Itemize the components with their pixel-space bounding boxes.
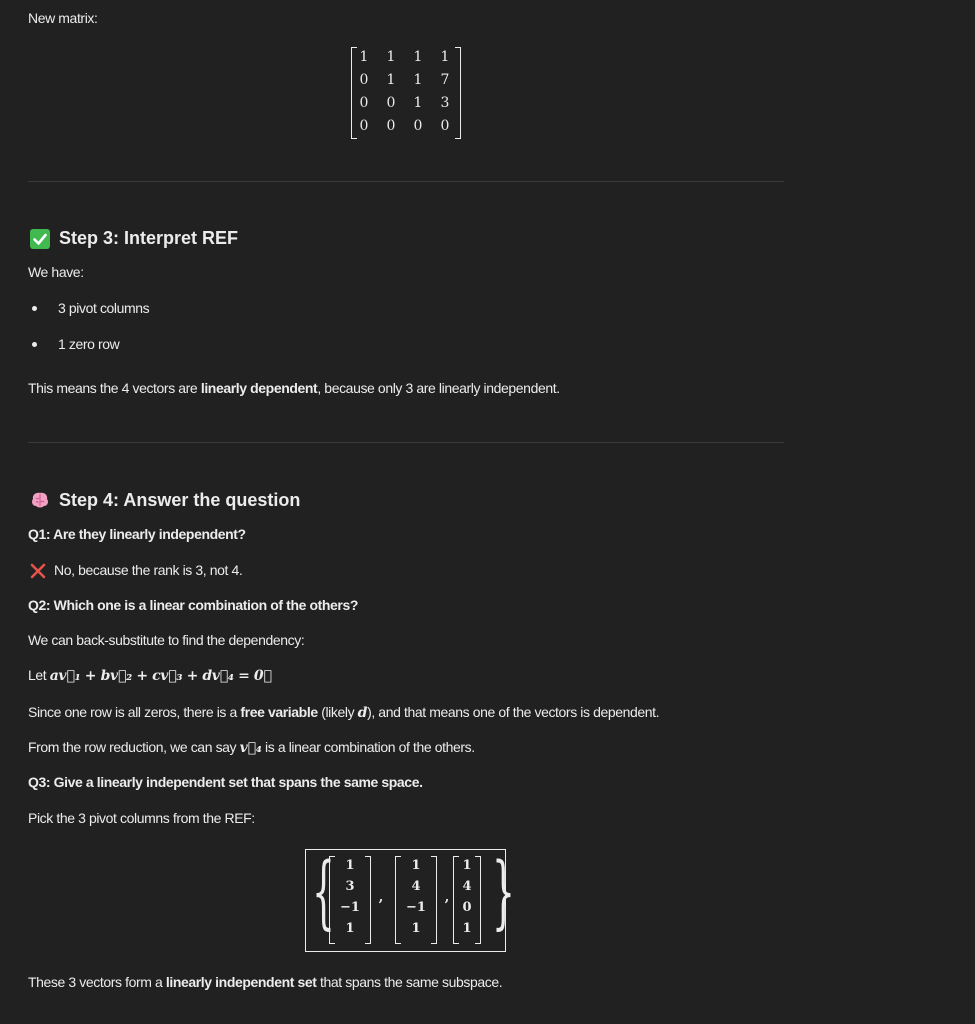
linear-combination-equation: av⃗₁ + bv⃗₂ + cv⃗₃ + dv⃗₄ = 0⃗	[49, 668, 272, 684]
vector-entry: −1	[340, 900, 360, 915]
reduced-matrix	[351, 47, 461, 139]
q2-text: Q2: Which one is a linear combination of the others?	[28, 597, 359, 613]
matrix-cell: 1	[413, 72, 423, 88]
row-reduction-text: From the row reduction, we can say v⃗₄ is a linear combination of the others.	[28, 739, 475, 756]
matrix-cell: 0	[359, 72, 369, 88]
step3-heading: Step 3: Interpret REF	[59, 228, 239, 248]
vector-brackets	[453, 856, 481, 944]
final-text: These 3 vectors form a linearly independent set that spans the same subspace.	[28, 974, 503, 990]
let-equation: Let av⃗₁ + bv⃗₂ + cv⃗₃ + dv⃗₄ = 0⃗	[28, 667, 272, 684]
vector-entry: 4	[462, 879, 472, 894]
vector-entry: −1	[406, 900, 426, 915]
matrix-cell: 1	[386, 72, 396, 88]
matrix-cell: 1	[359, 49, 369, 65]
matrix-cell: 0	[413, 118, 423, 134]
pivot-vector-set	[305, 845, 515, 952]
matrix-cell: 0	[359, 118, 369, 134]
matrix-cell: 1	[386, 49, 396, 65]
vector-entry: 1	[345, 858, 355, 873]
we-have-text: We have:	[28, 264, 84, 280]
vector-brackets	[395, 856, 437, 944]
vector-entry: 1	[345, 921, 355, 936]
matrix-cell: 0	[359, 95, 369, 111]
matrix-cell: 3	[440, 95, 450, 111]
comma: ,	[378, 890, 384, 905]
new-matrix-label: New matrix:	[28, 10, 98, 26]
back-substitute-text: We can back-substitute to find the dependency:	[28, 632, 305, 648]
vector-entry: 3	[345, 879, 355, 894]
step4-heading: Step 4: Answer the question	[59, 490, 301, 510]
q1-text: Q1: Are they linearly independent?	[28, 526, 246, 542]
bullet-dot	[32, 342, 37, 347]
matrix-cell: 1	[413, 95, 423, 111]
matrix-cell: 1	[413, 49, 423, 65]
vector-brackets	[329, 856, 371, 944]
bullet-dot	[32, 306, 37, 311]
comma: ,	[444, 890, 450, 905]
vector-entry: 1	[462, 858, 472, 873]
pick-pivot-text: Pick the 3 pivot columns from the REF:	[28, 810, 255, 826]
vector-entry: 4	[411, 879, 421, 894]
vector-entry: 1	[411, 921, 421, 936]
step3-conclusion: This means the 4 vectors are linearly dependent, because only 3 are linearly independent.	[28, 380, 560, 396]
matrix-cell: 0	[386, 118, 396, 134]
matrix-cell: 0	[386, 95, 396, 111]
right-brace: }	[491, 845, 515, 938]
brain-icon	[30, 490, 50, 513]
q3-text: Q3: Give a linearly independent set that spans the same space.	[28, 774, 423, 790]
matrix-cell: 0	[440, 118, 450, 134]
a1-text: No, because the rank is 3, not 4.	[54, 562, 243, 578]
free-variable-text: Since one row is all zeros, there is a free variable (likely d), and that means one of the vectors is dependent.	[28, 704, 660, 721]
vector-entry: 1	[462, 921, 472, 936]
cross-mark-icon	[30, 563, 46, 582]
divider	[28, 442, 784, 443]
check-mark-button-icon	[30, 229, 50, 252]
list-item: 1 zero row	[58, 336, 120, 352]
matrix-cell: 1	[440, 49, 450, 65]
vector-entry: 1	[411, 858, 421, 873]
left-brace: {	[311, 845, 335, 938]
matrix-cell: 7	[440, 72, 450, 88]
vector-entry: 0	[462, 900, 472, 915]
divider	[28, 181, 784, 182]
list-item: 3 pivot columns	[58, 300, 150, 316]
